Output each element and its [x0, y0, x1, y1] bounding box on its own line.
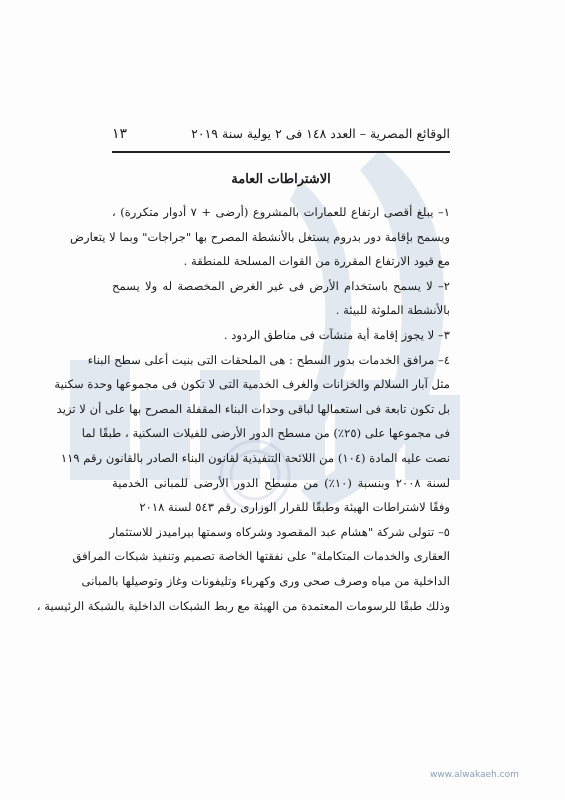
- text-line: العقارى والخدمات المتكاملة" على نفقتها الخاصة تصميم وتنفيذ شبكات المرافق: [72, 549, 450, 564]
- text-line: لسنة ٢٠٠٨ وبنسبة (١٠٪) من مسطح الدور الأرضى للمبانى الخدمية: [112, 475, 450, 490]
- text-line: الداخلية من مياه وصرف صحى ورى وكهرباء وتليفونات وغاز وتوصيلها بالمبانى: [81, 573, 450, 588]
- text-line: بل تكون تابعة فى استعمالها لباقى وحدات البناء المقفلة المصرح بها على أن لا تزيد: [56, 401, 450, 416]
- text-line: وذلك طبقًا للرسومات المعتمدة من الهيئة مع ربط الشبكات الداخلية بالشبكة الرئيسية ،: [36, 598, 450, 613]
- text-line: بالأنشطة الملوثة للبيئة .: [335, 303, 450, 318]
- text-line: مثل آبار السلالم والخزانات والغرف الخدمية التى لا تكون فى مجموعها وحدة سكنية: [54, 377, 450, 392]
- text-line: ٥– تتولى شركة "هشام عبد المقصود وشركاه وسمتها بيراميدز للاستثمار: [109, 524, 450, 539]
- header-rule: [112, 151, 450, 153]
- watermark-url: www.alwakaeh.com: [430, 770, 519, 780]
- running-title: الوقائع المصرية – العدد ١٤٨ فى ٢ يولية سنة ٢٠١٩: [191, 126, 450, 141]
- text-line: ويسمح بإقامة دور بدروم يستغل بالأنشطة المصرح بها "جراجات" وبما لا يتعارض: [69, 229, 450, 244]
- page-header: [112, 124, 450, 144]
- text-line: وفقًا لاشتراطات الهيئة وطبقًا للقرار الوزارى رقم ٥٤٣ لسنة ٢٠١٨: [139, 500, 450, 515]
- text-line: ٣– لا يجوز إقامة أية منشآت فى مناطق الردود .: [223, 327, 450, 342]
- page-number: ١٣: [112, 126, 128, 142]
- text-line: فى مجموعها على (٢٥٪) من مسطح الدور الأرضى للفيلات السكنية ، طبقًا لما: [81, 426, 450, 441]
- text-line: ٤– مرافق الخدمات بدور السطح : هى الملحقات التى بنيت أعلى سطح البناء: [87, 352, 450, 367]
- text-line: ١– يبلغ أقصى ارتفاع للعمارات بالمشروع (أرضى + ٧ أدوار متكررة) ،: [112, 205, 450, 219]
- text-line: نصت عليه المادة (١٠٤) من اللائحة التنفيذية لقانون البناء الصادر بالقانون رقم ١١٩: [60, 450, 450, 465]
- body-text: [36, 200, 450, 618]
- section-title: الاشتراطات العامة: [231, 172, 331, 187]
- text-line: ٢– لا يسمح باستخدام الأرض فى غير الغرض المخصصة له ولا يسمح: [112, 278, 450, 293]
- text-line: مع قيود الارتفاع المقررة من القوات المسلحة للمنطقة .: [183, 254, 450, 269]
